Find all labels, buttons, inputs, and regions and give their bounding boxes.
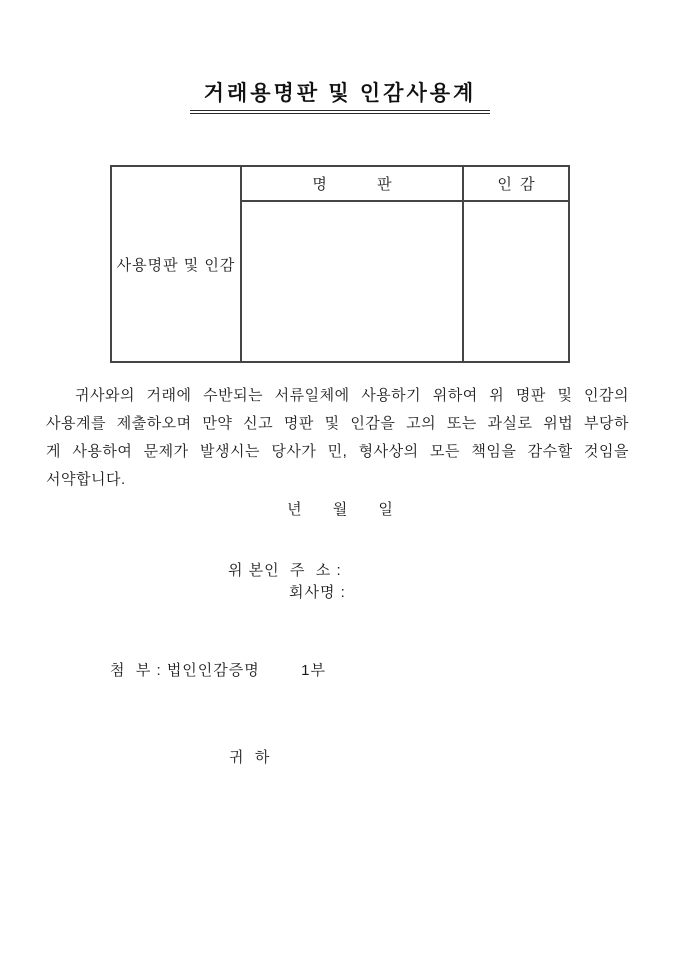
seal-nameplate-table (110, 165, 570, 363)
signer-address-line: 위 본인 주 소 : (228, 562, 342, 579)
date-line: 년 월 일 (287, 501, 393, 518)
nameplate-blank-cell (241, 201, 463, 362)
title-area (0, 80, 680, 114)
pledge-paragraph: 귀사와의 거래에 수반되는 서류일체에 사용하기 위하여 위 명판 및 인감의 사용계를 제출하오며 만약 신고 명판 및 인감을 고의 또는 과실로 위법 부당하게 사용하여 문제가 발생시는 당사가 민, 형사상의 모든 책임을 감수할 것임을 서약합니다. (46, 387, 629, 488)
table-header-nameplate: 명 판 (241, 166, 463, 201)
signer-company-line: 회사명 : (289, 584, 346, 601)
table-row-label: 사용명판 및 인감 (111, 166, 241, 362)
document-title: 거래용명판 및 인감사용계 (190, 80, 491, 114)
attachment-line: 첨 부 : 법인인감증명 1부 (110, 662, 326, 679)
recipient-line: 귀 하 (229, 749, 271, 766)
seal-blank-cell (463, 201, 569, 362)
table-header-seal: 인 감 (463, 166, 569, 201)
